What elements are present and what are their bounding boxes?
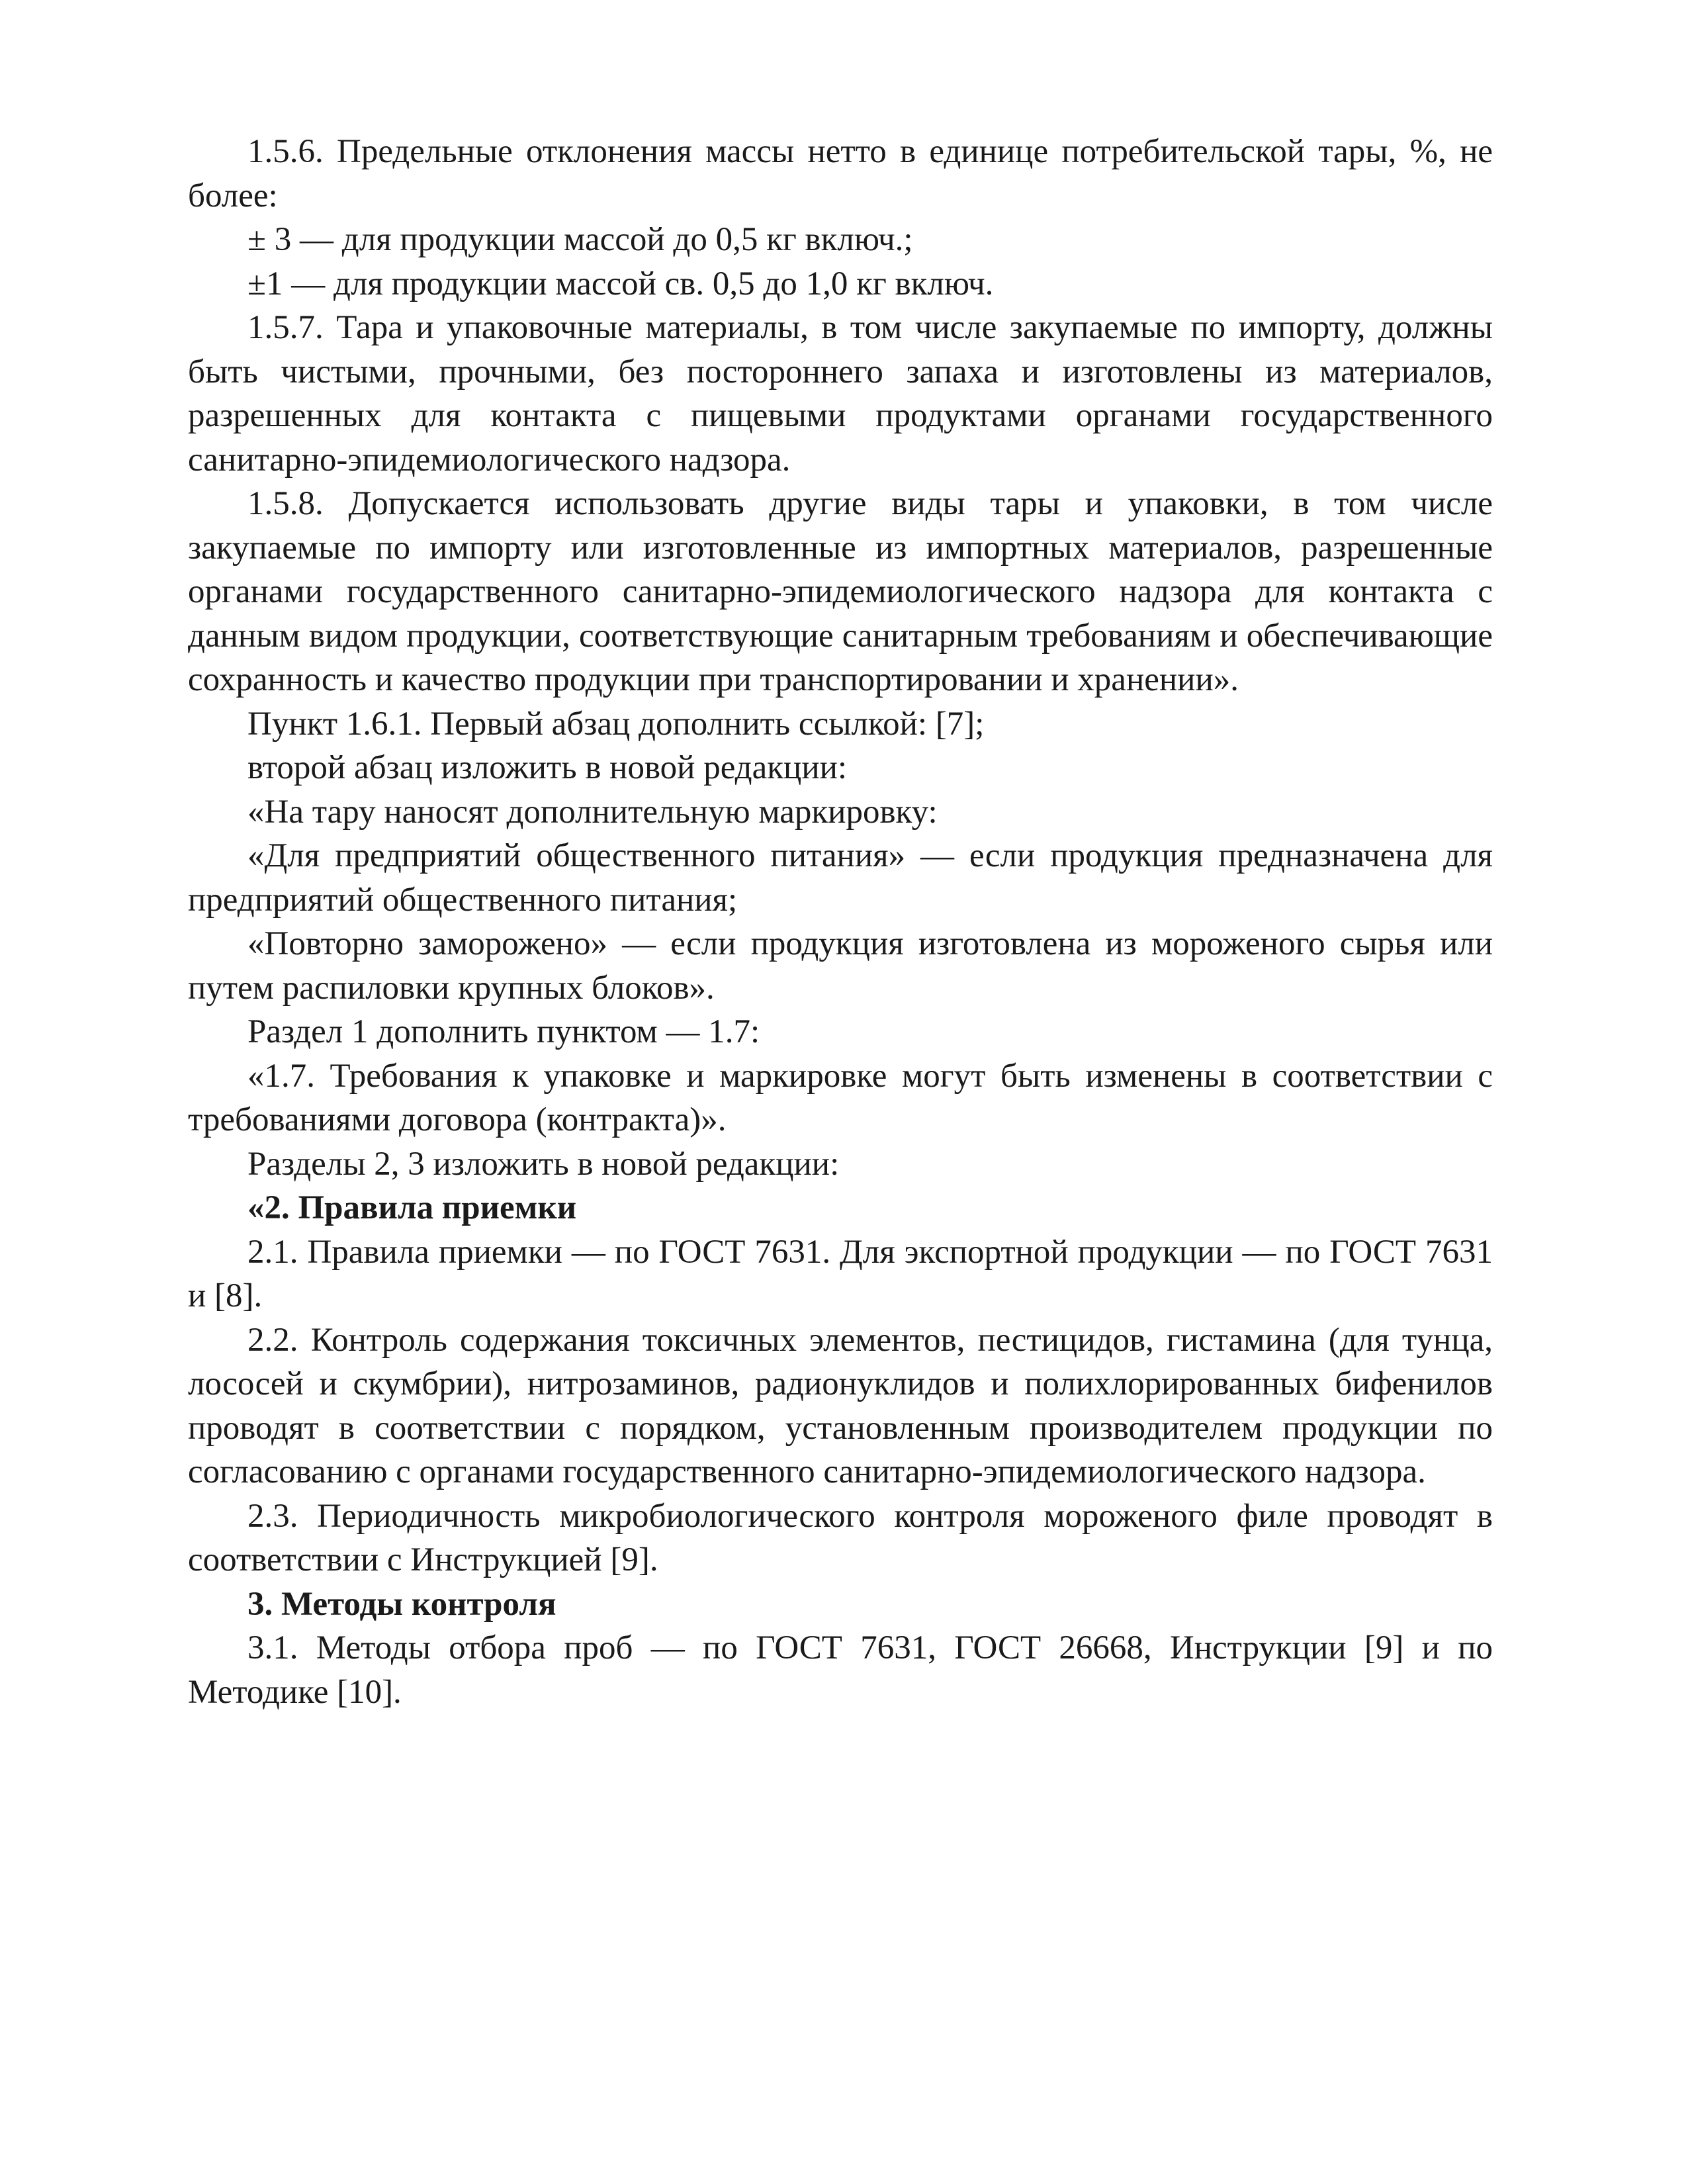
document-page: [188, 130, 1493, 1714]
paragraph-3-1: 3.1. Методы отбора проб — по ГОСТ 7631, ГОСТ 26668, Инструкции [9] и по Методике [10].: [188, 1629, 1493, 1711]
paragraph-second-abzac: второй абзац изложить в новой редакции:: [247, 749, 848, 786]
paragraph-2-1: 2.1. Правила приемки — по ГОСТ 7631. Для экспортной продукции — по ГОСТ 7631 и [8].: [188, 1233, 1493, 1314]
paragraph-1-5-8: 1.5.8. Допускается использовать другие виды тары и упаковки, в том числе закупаемые по импорту или изготовленные из импортных материалов, разрешенные органами государственного санитарно-эпидемиологического надзора для контакта с данным видом продукции, соответствующие санитарным требованиям и обеспечивающие сохранность и качество продукции при транспортировании и хранении».: [188, 485, 1493, 698]
paragraph-marking-refrozen: «Повторно заморожено» — если продукция изготовлена из мороженого сырья или путем распиловки крупных блоков».: [188, 925, 1493, 1007]
paragraph-2-3: 2.3. Периодичность микробиологического контроля мороженого филе проводят в соответствии с Инструкцией [9].: [188, 1497, 1493, 1578]
tolerance-line-2: ±1 — для продукции массой св. 0,5 до 1,0 кг включ.: [247, 265, 994, 302]
heading-acceptance-rules: «2. Правила приемки: [247, 1189, 577, 1226]
paragraph-2-2: 2.2. Контроль содержания токсичных элементов, пестицидов, гистамина (для тунца, лососей и скумбрии), нитрозаминов, радионуклидов и полихлорированных бифенилов проводят в соответствии с порядком, установленным производителем продукции по согласованию с органами государственного санитарно-эпидемиологического надзора.: [188, 1321, 1493, 1490]
paragraph-point-1-6-1: Пункт 1.6.1. Первый абзац дополнить ссылкой: [7];: [247, 705, 985, 743]
paragraph-1-5-7: 1.5.7. Тара и упаковочные материалы, в том числе закупаемые по импорту, должны быть чистыми, прочными, без постороннего запаха и изготовлены из материалов, разрешенных для контакта с пищевыми продуктами органами государственного санитарно-эпидемиологического надзора.: [188, 309, 1493, 478]
paragraph-1-7: «1.7. Требования к упаковке и маркировке могут быть изменены в соответствии с требованиями договора (контракта)».: [188, 1057, 1493, 1138]
paragraph-1-5-6: 1.5.6. Предельные отклонения массы нетто в единице потребительской тары, %, не более:: [188, 133, 1493, 214]
paragraph-sections-2-3: Разделы 2, 3 изложить в новой редакции:: [247, 1145, 840, 1183]
paragraph-section-1-add: Раздел 1 дополнить пунктом — 1.7:: [247, 1013, 760, 1050]
heading-control-methods: 3. Методы контроля: [247, 1585, 556, 1623]
paragraph-marking-intro: «На тару наносят дополнительную маркировку:: [247, 793, 938, 831]
paragraph-marking-catering: «Для предприятий общественного питания» — если продукция предназначена для предприятий общественного питания;: [188, 837, 1493, 919]
tolerance-line-1: ± 3 — для продукции массой до 0,5 кг включ.;: [247, 221, 913, 258]
